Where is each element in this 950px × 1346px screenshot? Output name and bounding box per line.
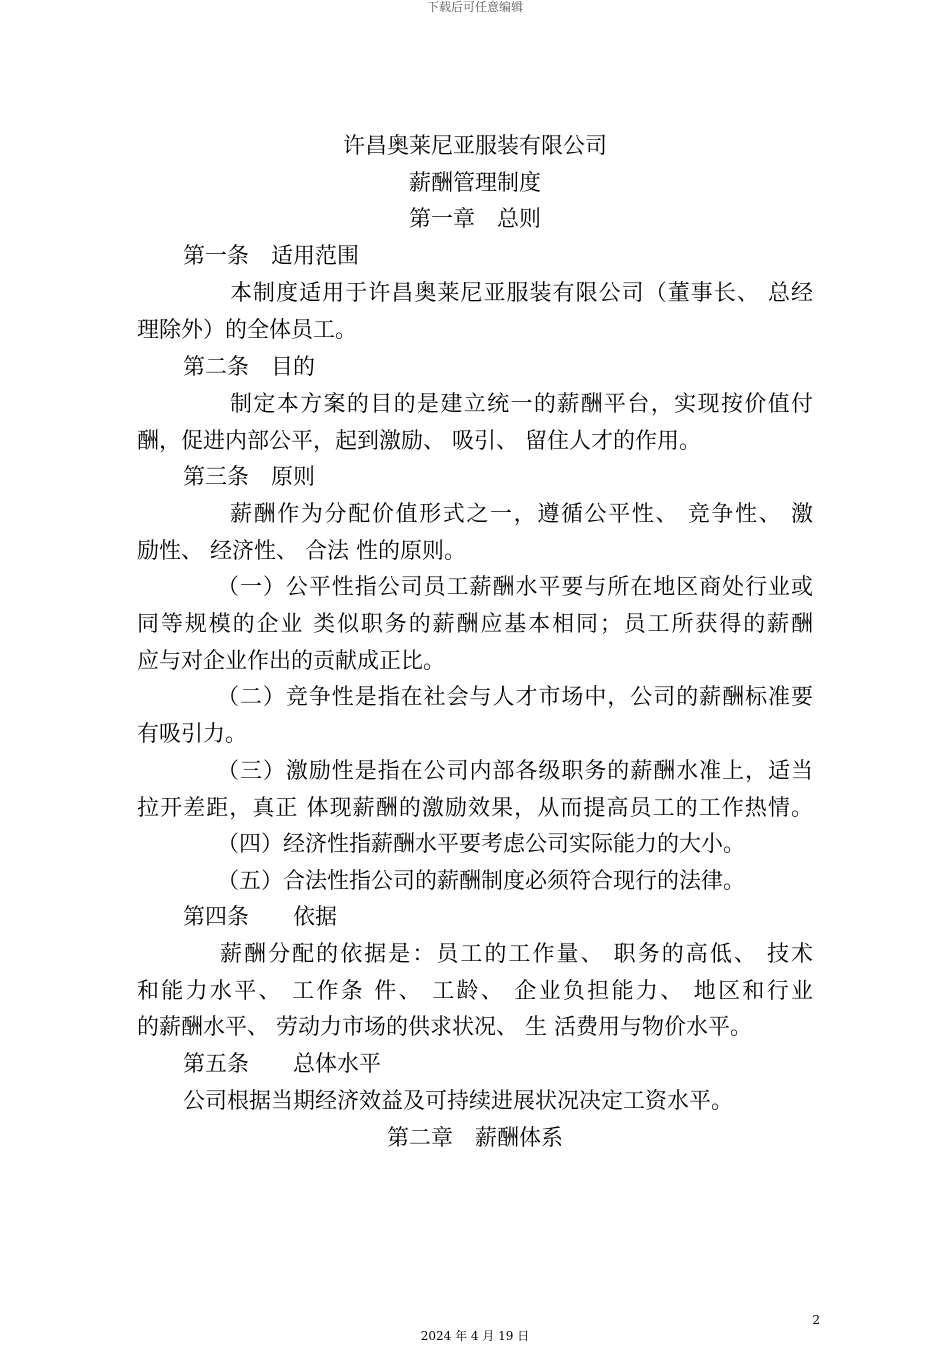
- document-subtitle: 薪酬管理制度: [408, 171, 541, 196]
- article-3-body: [137, 500, 813, 530]
- principle-1: [137, 573, 813, 603]
- article-1-heading: 第一条 适用范围: [183, 244, 360, 269]
- article-2-line: 制定本方案的目的是建立统一的薪酬平台，实现按价值付: [230, 392, 813, 417]
- principle-1-line: 同等规模的企业 类似职务的薪酬应基本相同；员工所获得的薪酬: [137, 612, 813, 637]
- article-4-body: [137, 940, 813, 970]
- article-3-line: 励性、 经济性、 合法 性的原则。: [137, 539, 466, 564]
- article-1-line: 理除外）的全体员工。: [137, 318, 358, 343]
- principle-3-line: （三）激励性是指在公司内部各级职务的薪酬水准上，适当: [217, 759, 813, 784]
- article-4-line: 薪酬分配的依据是：员工的工作量、 职务的高低、 技术: [220, 942, 813, 967]
- principle-4-line: （四）经济性指薪酬水平要考虑公司实际能力的大小。: [217, 832, 746, 857]
- principle-2-line: 有吸引力。: [137, 722, 248, 747]
- article-1-line: 本制度适用于许昌奥莱尼亚服装有限公司（董事长、 总经: [230, 281, 813, 306]
- document-title: 许昌奥莱尼亚服装有限公司: [342, 134, 607, 159]
- chapter-2-heading: 第二章 薪酬体系: [386, 1126, 563, 1151]
- article-4-heading: 第四条 依据: [183, 905, 338, 930]
- footer-date: 2024 年 4 月 19 日: [420, 1329, 530, 1343]
- article-5-heading: 第五条 总体水平: [183, 1052, 382, 1077]
- principle-1: [137, 610, 813, 640]
- article-4-line: 和能力水平、 工作条 件、 工龄、 企业负担能力、 地区和行业: [137, 979, 813, 1004]
- principle-3: [137, 794, 813, 824]
- header-note: 下载后可任意编辑: [426, 0, 523, 14]
- article-3-line: 薪酬作为分配价值形式之一，遵循公平性、 竞争性、 激: [230, 502, 813, 527]
- chapter-1-heading: 第一章 总则: [408, 207, 541, 232]
- principle-2-line: （二）竞争性是指在社会与人才市场中，公司的薪酬标准要: [217, 685, 813, 710]
- article-4-line: 的薪酬水平、 劳动力市场的供求状况、 生 活费用与物价水平。: [137, 1015, 752, 1040]
- article-5-line: 公司根据当期经济效益及可持续进展状况决定工资水平。: [183, 1089, 734, 1114]
- article-4-body: [137, 977, 813, 1007]
- page-number: 2: [812, 1313, 820, 1327]
- principle-2: [137, 683, 813, 713]
- principle-3-line: 拉开差距，真正 体现薪酬的激励效果，从而提高员工的工作热情。: [137, 796, 813, 821]
- principle-3: [137, 757, 813, 787]
- article-2-body: [137, 390, 813, 420]
- article-2-heading: 第二条 目的: [183, 355, 316, 380]
- principle-5-line: （五）合法性指公司的薪酬制度必须符合现行的法律。: [217, 869, 746, 894]
- article-3-heading: 第三条 原则: [183, 465, 316, 490]
- article-2-line: 酬，促进内部公平，起到激励、 吸引、 留住人才的作用。: [137, 429, 701, 454]
- principle-1-line: （一）公平性指公司员工薪酬水平要与所在地区商处行业或: [217, 575, 813, 600]
- principle-1-line: 应与对企业作出的贡献成正比。: [137, 649, 446, 674]
- article-1-body: [137, 279, 813, 309]
